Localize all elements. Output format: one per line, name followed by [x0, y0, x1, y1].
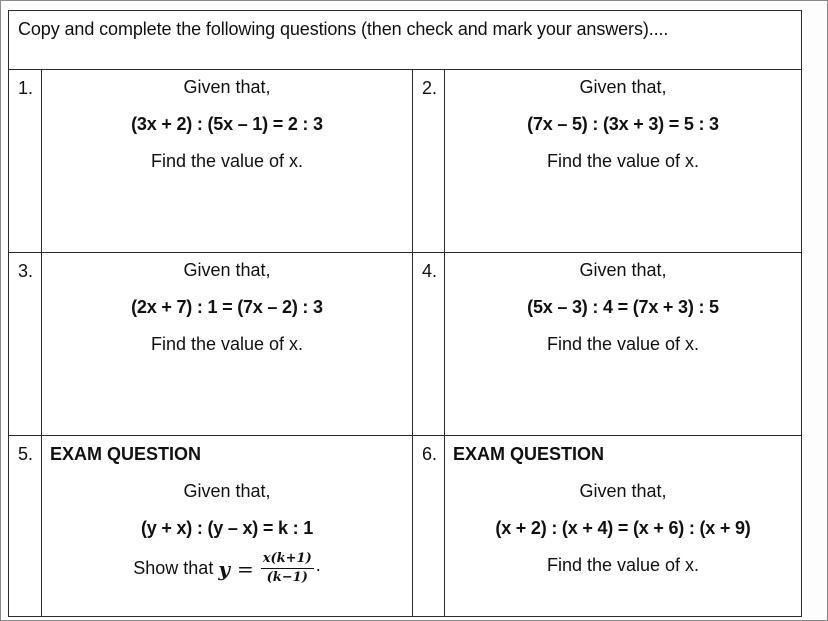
question-number: 3. — [9, 253, 42, 436]
period: . — [315, 555, 321, 575]
question-number: 1. — [9, 70, 42, 253]
given-text: Given that, — [579, 481, 667, 501]
given-text: Given that, — [183, 260, 271, 280]
given-text: Given that, — [183, 77, 271, 97]
question-number: 5. — [9, 436, 42, 617]
task-text: Find the value of x. — [546, 334, 700, 354]
given-text: Given that, — [183, 481, 271, 501]
task-text: Find the value of x. — [546, 151, 700, 171]
question-2 — [445, 70, 802, 253]
task-text: Find the value of x. — [150, 151, 304, 171]
given-text: Given that, — [579, 77, 667, 97]
ratio-equation: (5x – 3) : 4 = (7x + 3) : 5 — [527, 297, 719, 317]
math-variable-y: y — [218, 556, 230, 581]
question-row-2 — [9, 253, 802, 436]
header-row — [9, 11, 802, 70]
question-row-1 — [9, 70, 802, 253]
exam-question-label: EXAM QUESTION — [50, 444, 202, 464]
question-6 — [445, 436, 802, 617]
ratio-equation: (y + x) : (y – x) = k : 1 — [140, 518, 314, 538]
question-5 — [42, 436, 413, 617]
instructions-text: Copy and complete the following questions (then check and mark your answers).... — [9, 11, 802, 70]
question-number: 2. — [413, 70, 445, 253]
task-text: Find the value of x. — [546, 555, 700, 575]
fraction-numerator: x(k+1) — [261, 551, 314, 569]
exam-question-label: EXAM QUESTION — [453, 444, 605, 464]
question-3 — [42, 253, 413, 436]
math-equals: = — [236, 556, 254, 581]
worksheet-table — [8, 10, 802, 617]
question-4 — [445, 253, 802, 436]
question-1 — [42, 70, 413, 253]
ratio-equation: (x + 2) : (x + 4) = (x + 6) : (x + 9) — [495, 518, 751, 538]
show-that-expression — [133, 551, 320, 586]
question-row-3 — [9, 436, 802, 617]
question-number: 4. — [413, 253, 445, 436]
fraction — [261, 551, 314, 586]
ratio-equation: (7x – 5) : (3x + 3) = 5 : 3 — [527, 114, 719, 134]
show-that-prefix: Show that — [133, 558, 214, 578]
given-text: Given that, — [579, 260, 667, 280]
task-text: Find the value of x. — [150, 334, 304, 354]
question-number: 6. — [413, 436, 445, 617]
ratio-equation: (3x + 2) : (5x – 1) = 2 : 3 — [131, 114, 323, 134]
ratio-equation: (2x + 7) : 1 = (7x – 2) : 3 — [131, 297, 323, 317]
fraction-denominator: (k−1) — [266, 570, 308, 585]
